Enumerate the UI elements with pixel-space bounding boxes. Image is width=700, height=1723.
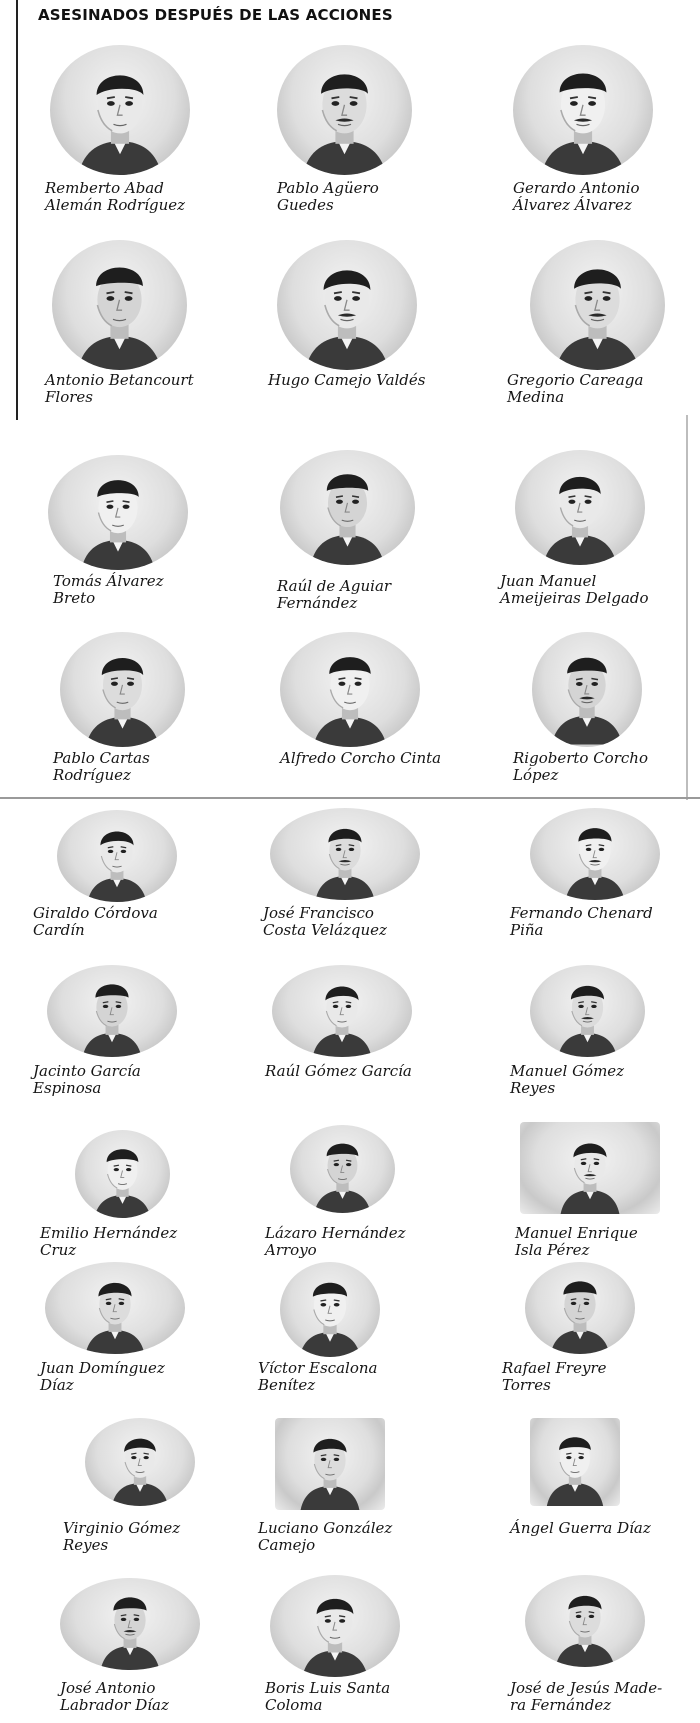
- portrait-photo: [47, 965, 177, 1057]
- portrait-caption: Pablo Cartas Rodríguez: [53, 749, 150, 784]
- portrait-caption: Raúl de Aguiar Fernández: [277, 577, 392, 612]
- section-divider: [0, 797, 700, 799]
- page-title: ASESINADOS DESPUÉS DE LAS ACCIONES: [38, 6, 393, 24]
- portrait-caption: Pablo Agüero Guedes: [277, 179, 379, 214]
- portrait-caption: Giraldo Córdova Cardín: [33, 904, 158, 939]
- portrait-caption: Remberto Abad Alemán Rodríguez: [45, 179, 186, 214]
- right-rule: [686, 415, 688, 800]
- portrait-caption: Hugo Camejo Valdés: [268, 371, 426, 389]
- portrait-photo: [277, 45, 412, 175]
- portrait-caption: José de Jesús Made- ra Fernández: [510, 1679, 663, 1714]
- portrait-photo: [45, 1262, 185, 1354]
- left-rule: [16, 0, 18, 420]
- portrait-photo: [290, 1125, 395, 1213]
- portrait-caption: Víctor Escalona Benítez: [258, 1359, 378, 1394]
- portrait-caption: Raúl Gómez García: [265, 1062, 412, 1080]
- portrait-caption: Juan Manuel Ameijeiras Delgado: [500, 572, 649, 607]
- portrait-photo: [85, 1418, 195, 1506]
- portrait-caption: Manuel Enrique Isla Pérez: [515, 1224, 638, 1259]
- portrait-caption: Gregorio Careaga Medina: [507, 371, 644, 406]
- portrait-caption: Tomás Álvarez Breto: [53, 572, 164, 607]
- portrait-photo: [530, 1418, 620, 1506]
- portrait-photo: [530, 808, 660, 900]
- portrait-caption: Manuel Gómez Reyes: [510, 1062, 625, 1097]
- portrait-caption: Gerardo Antonio Álvarez Álvarez: [513, 179, 640, 214]
- portrait-caption: José Antonio Labrador Díaz: [60, 1679, 169, 1714]
- portrait-photo: [270, 808, 420, 900]
- portrait-photo: [280, 450, 415, 565]
- portrait-photo: [530, 240, 665, 370]
- portrait-caption: Lázaro Hernández Arroyo: [265, 1224, 406, 1259]
- portrait-photo: [270, 1575, 400, 1677]
- portrait-photo: [530, 965, 645, 1057]
- portrait-caption: Alfredo Corcho Cinta: [280, 749, 442, 767]
- portrait-caption: Emilio Hernández Cruz: [40, 1224, 178, 1259]
- portrait-photo: [280, 632, 420, 747]
- portrait-caption: Ángel Guerra Díaz: [510, 1519, 651, 1537]
- portrait-photo: [57, 810, 177, 902]
- portrait-photo: [525, 1575, 645, 1667]
- portrait-photo: [280, 1262, 380, 1357]
- portrait-caption: Antonio Betancourt Flores: [45, 371, 194, 406]
- portrait-caption: Rafael Freyre Torres: [502, 1359, 607, 1394]
- portrait-photo: [48, 455, 188, 570]
- portrait-caption: Jacinto García Espinosa: [33, 1062, 141, 1097]
- portrait-photo: [275, 1418, 385, 1510]
- portrait-photo: [513, 45, 653, 175]
- portrait-photo: [52, 240, 187, 370]
- portrait-caption: José Francisco Costa Velázquez: [263, 904, 387, 939]
- portrait-caption: Juan Domínguez Díaz: [40, 1359, 165, 1394]
- portrait-caption: Virginio Gómez Reyes: [63, 1519, 181, 1554]
- portrait-photo: [60, 632, 185, 747]
- portrait-photo: [60, 1578, 200, 1670]
- portrait-caption: Boris Luis Santa Coloma: [265, 1679, 391, 1714]
- portrait-caption: Fernando Chenard Piña: [510, 904, 653, 939]
- portrait-photo: [75, 1130, 170, 1218]
- portrait-photo: [525, 1262, 635, 1354]
- portrait-photo: [50, 45, 190, 175]
- portrait-photo: [277, 240, 417, 370]
- portrait-caption: Rigoberto Corcho López: [513, 749, 648, 784]
- portrait-photo: [515, 450, 645, 565]
- portrait-photo: [532, 632, 642, 747]
- portrait-caption: Luciano González Camejo: [258, 1519, 393, 1554]
- portrait-photo: [520, 1122, 660, 1214]
- portrait-photo: [272, 965, 412, 1057]
